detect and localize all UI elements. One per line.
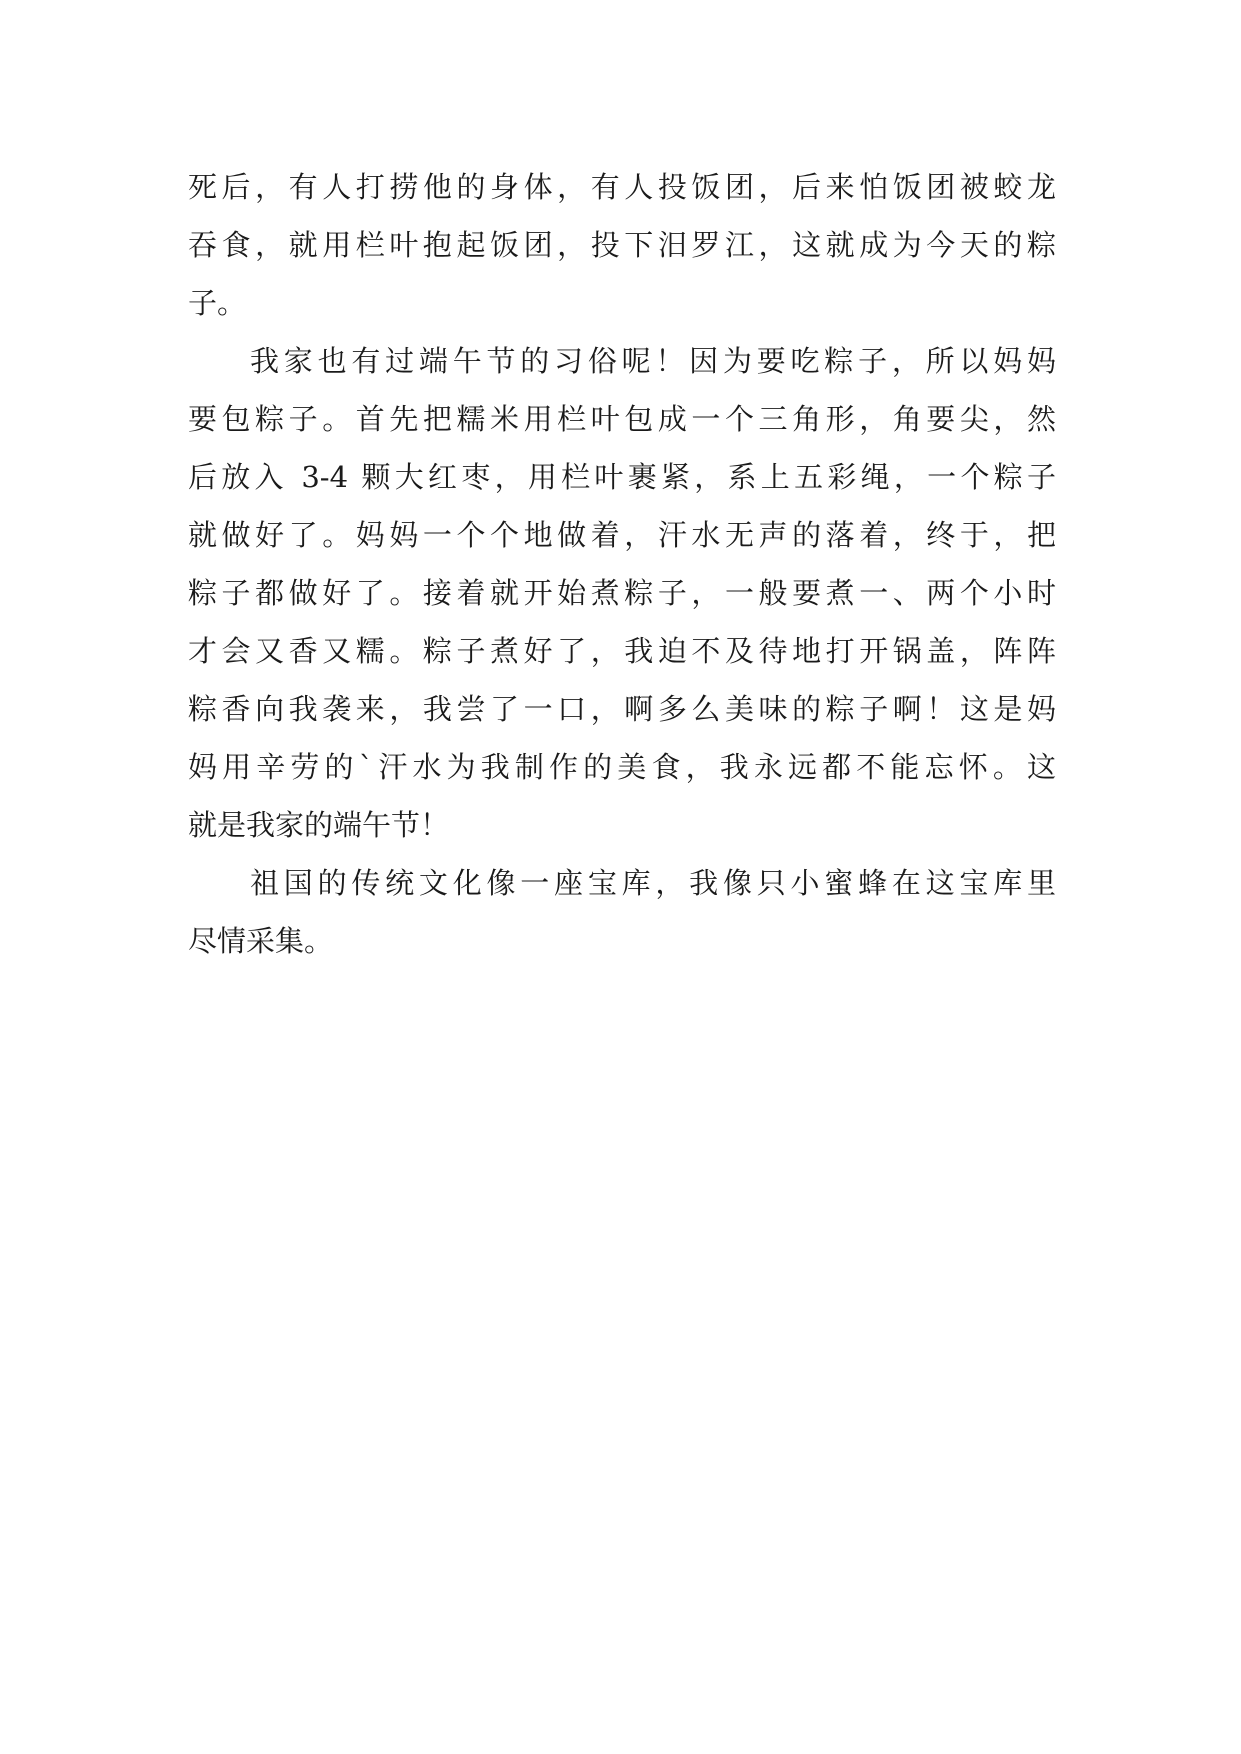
text-line: 就是我家的端午节！ [188, 808, 450, 842]
text-line: 要包粽子。首先把糯米用栏叶包成一个三角形，角要尖，然 [188, 402, 1056, 436]
paragraph-2 [188, 332, 1056, 854]
text-line: 死后，有人打捞他的身体，有人投饭团，后来怕饭团被蛟龙 [188, 170, 1056, 204]
text-line: 就做好了。妈妈一个个地做着，汗水无声的落着，终于，把 [188, 518, 1056, 552]
text-line: 后放入 3-4 颗大红枣，用栏叶裹紧，系上五彩绳，一个粽子 [188, 460, 1056, 494]
text-line: 尽情采集。 [188, 924, 334, 958]
text-line: 子。 [188, 286, 247, 320]
text-line: 粽香向我袭来，我尝了一口，啊多么美味的粽子啊！这是妈 [188, 692, 1056, 726]
text-line: 祖国的传统文化像一座宝库，我像只小蜜蜂在这宝库里 [250, 866, 1056, 900]
document-body [188, 158, 1056, 970]
text-line: 妈用辛劳的`汗水为我制作的美食，我永远都不能忘怀。这 [188, 750, 1056, 784]
text-line: 粽子都做好了。接着就开始煮粽子，一般要煮一、两个小时 [188, 576, 1056, 610]
text-line: 我家也有过端午节的习俗呢！因为要吃粽子，所以妈妈 [250, 344, 1056, 378]
text-line: 吞食，就用栏叶抱起饭团，投下汨罗江，这就成为今天的粽 [188, 228, 1056, 262]
text-line: 才会又香又糯。粽子煮好了，我迫不及待地打开锅盖，阵阵 [188, 634, 1056, 668]
paragraph-1 [188, 158, 1056, 332]
paragraph-3 [188, 854, 1056, 970]
